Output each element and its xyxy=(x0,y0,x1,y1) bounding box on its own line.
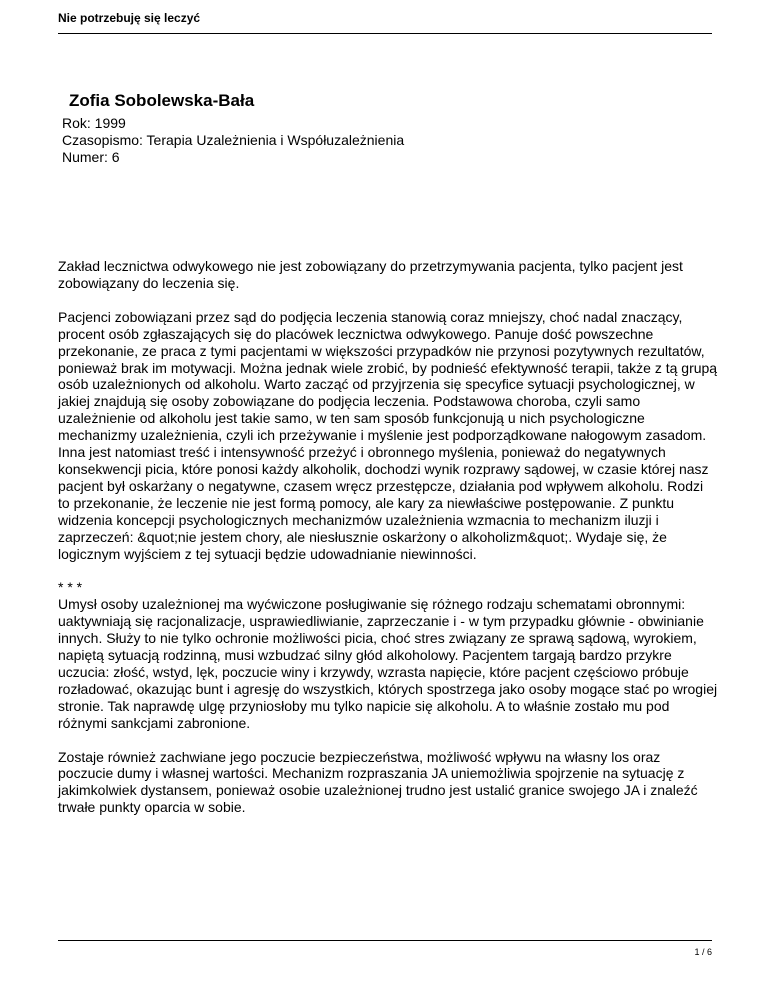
article-meta xyxy=(62,115,404,166)
meta-issue: Numer: 6 xyxy=(62,149,120,165)
body-paragraph-1: Zakład lecznictwa odwykowego nie jest zobowiązany do przetrzymywania pacjenta, tylko pacjent jest zobowiązany do leczenia się. xyxy=(58,258,683,291)
page-number: 1 / 6 xyxy=(694,947,712,957)
footer-rule xyxy=(58,940,712,941)
body-paragraph-2: Pacjenci zobowiązani przez sąd do podjęcia leczenia stanowią coraz mniejszy, choć nadal znaczący, procent osób zgłaszających się do placówek lecznictwa odwykowego. Panuje dość powszechne przekonanie, ze praca z tymi pacjentami w większości przypadków nie przynosi pozytywnych rezultatów, ponieważ brak im motywacji. Można jednak wiele zrobić, by podnieść efektywność terapii, także z tą grupą osób uzależnionych od alkoholu. Warto zacząć od przyjrzenia się specyfice sytuacji psychologicznej, w jakiej znajdują się osoby zobowiązane do podjęcia leczenia. Podstawowa choroba, czyli samo uzależnienie od alkoholu jest takie samo, w ten sam sposób funkcjonują u nich psychologiczne mechanizmy uzależnienia, czyli ich przeżywanie i myślenie jest podporządkowane nałogowym zasadom. Inna jest natomiast treść i intensywność przeżyć i obronnego myślenia, ponieważ do negatywnych konsekwencji picia, które ponosi każdy alkoholik, dochodzi wynik rozprawy sądowej, w czasie której nasz pacjent był oskarżany o negatywne, czasem wręcz przestępcze, działania pod wpływem alkoholu. Rodzi to przekonanie, że leczenie nie jest formą pomocy, ale kary za niewłaściwe postępowanie. Z punktu widzenia koncepcji psychologicznych mechanizmów uzależnienia wzmacnia to mechanizm iluzji i zaprzeczeń: &quot;nie jestem chory, ale niesłusznie oskarżony o alkoholizm&quot;. Wydaje się, że logicznym wyjściem z tej sytuacji będzie udowadnianie niewinności. xyxy=(58,308,718,562)
article-author: Zofia Sobolewska-Bała xyxy=(69,91,255,110)
body-paragraph-3: Umysł osoby uzależnionej ma wyćwiczone posługiwanie się różnego rodzaju schematami obronnymi: uaktywniają się racjonalizacje, usprawiedliwianie, zaprzeczanie i - w tym przypadku głównie - obwinianie innych. Służy to nie tylko ochronie możliwości picia, choć stres związany ze sprawą sądową, wyrokiem, napiętą sytuacją rodzinną, musi wzbudzać silny głód alkoholowy. Pacjentem targają bardzo przykre uczucia: złość, wstyd, lęk, poczucie winy i krzywdy, wzrasta napięcie, które pacjent częściowo próbuje rozładować, okazując bunt i agresję do wszystkich, których spostrzega jako osoby mogące stać po wrogiej stronie. Tak naprawdę ulgę przyniosłoby mu tylko napicie się alkoholu. A to właśnie zostało mu pod różnymi sankcjami zabronione. xyxy=(58,596,718,731)
header-rule xyxy=(58,33,712,34)
section-separator: * * * xyxy=(58,579,83,596)
meta-journal: Czasopismo: Terapia Uzależnienia i Współuzależnienia xyxy=(62,132,405,148)
article-body xyxy=(58,258,718,833)
meta-year: Rok: 1999 xyxy=(62,115,126,131)
running-header-title: Nie potrzebuję się leczyć xyxy=(58,11,201,25)
body-paragraph-4: Zostaje również zachwiane jego poczucie bezpieczeństwa, możliwość wpływu na własny los oraz poczucie dumy i własnej wartości. Mechanizm rozpraszania JA uniemożliwia spojrzenie na sytuację z jakimkolwiek dystansem, ponieważ osobie uzależnionej trudno jest ustalić granice swojego JA i znaleźć trwałe punkty oparcia w sobie. xyxy=(58,748,698,816)
